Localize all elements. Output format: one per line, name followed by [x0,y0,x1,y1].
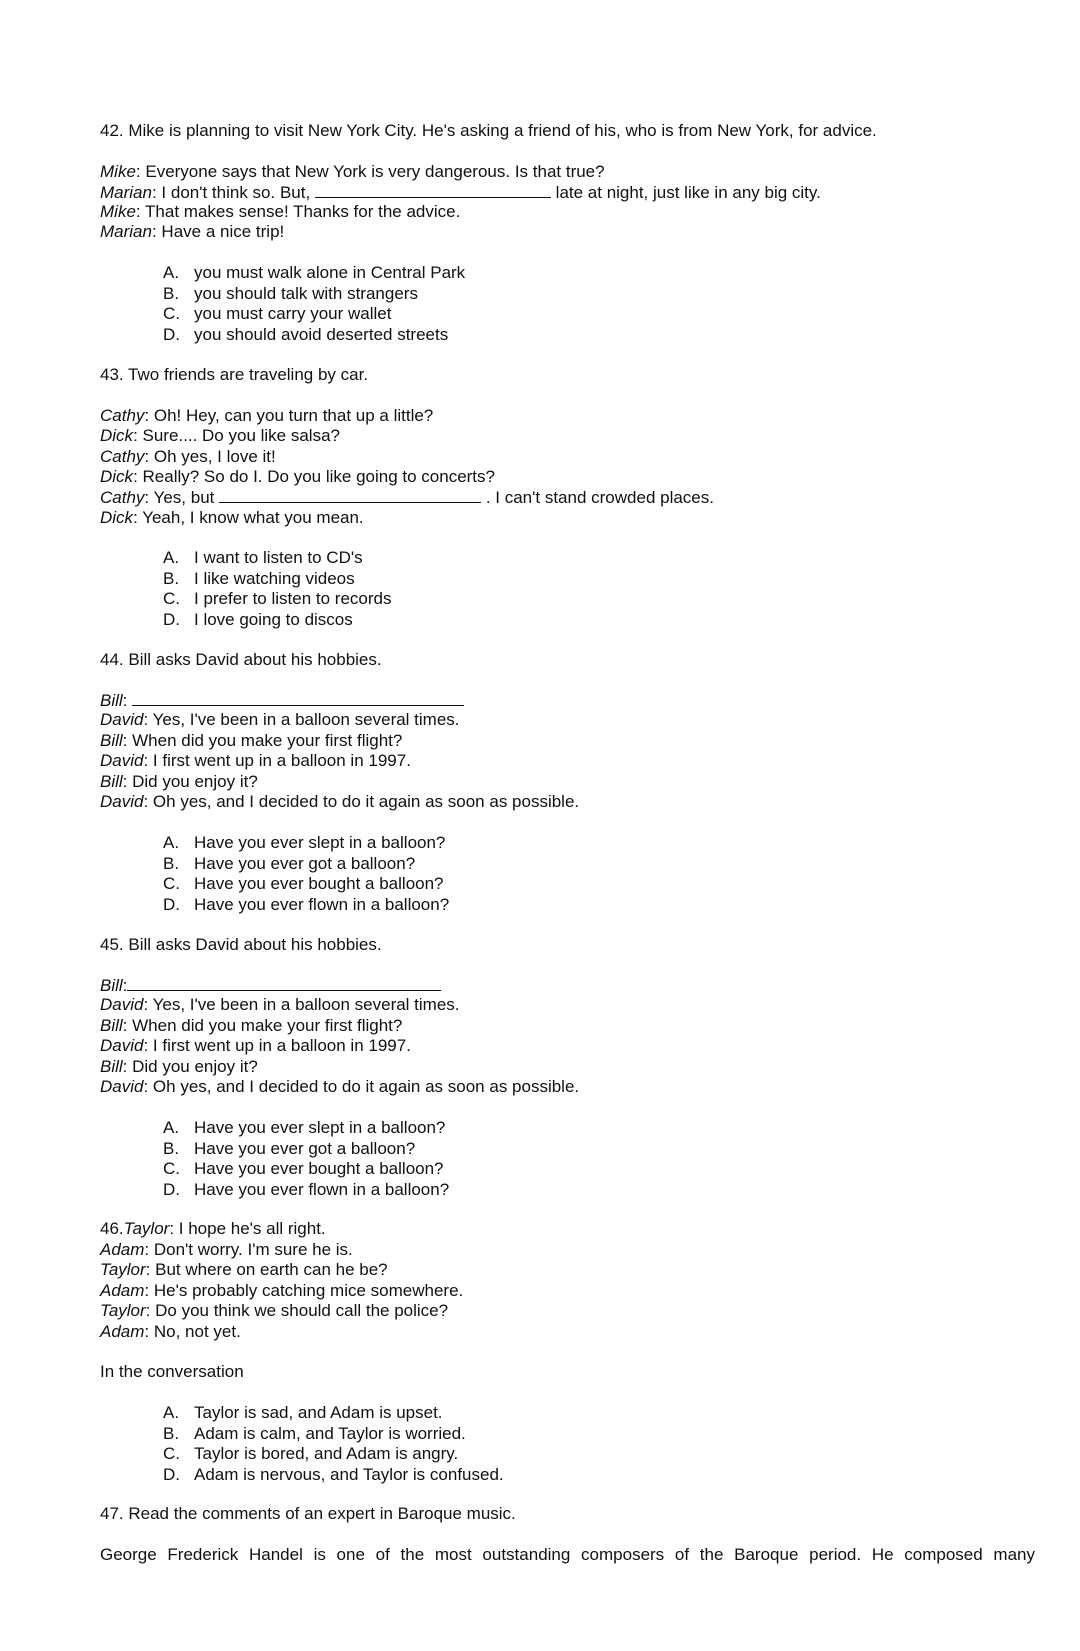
option-text: I prefer to listen to records [194,589,392,608]
line-text-after: . I can't stand crowded places. [481,488,714,507]
answer-option-c[interactable] [163,1444,504,1465]
line-text: : That makes sense! Thanks for the advice. [135,202,461,221]
answer-option-d[interactable] [163,610,391,631]
speaker-name: Mike [100,162,136,181]
dialogue-line [100,467,495,488]
question-44-options [163,833,449,915]
dialogue-line [100,202,460,223]
speaker-name: Taylor [100,1301,146,1320]
dialogue-line [100,1219,326,1240]
speaker-name: Dick [100,467,134,486]
option-letter: A. [163,833,180,852]
speaker-name: David [100,710,144,729]
answer-option-a[interactable] [163,548,391,569]
answer-option-c[interactable] [163,304,465,325]
question-46-stem: In the conversation [100,1362,244,1381]
line-text: : I don't think so. But, [151,183,311,202]
speaker-name: Marian [100,183,152,202]
option-letter: A. [163,1118,180,1137]
answer-option-d[interactable] [163,1465,504,1486]
dialogue-line [100,1322,241,1343]
line-text: : Sure.... Do you like salsa? [133,426,340,445]
question-44-prompt: 44. Bill asks David about his hobbies. [100,650,382,669]
answer-blank[interactable] [127,975,441,991]
line-text: : No, not yet. [144,1322,241,1341]
speaker-name: Bill [100,731,123,750]
option-letter: C. [163,589,180,608]
speaker-name: Adam [100,1322,145,1341]
speaker-name: David [100,1077,144,1096]
option-text: Taylor is bored, and Adam is angry. [194,1444,459,1463]
answer-option-b[interactable] [163,569,391,590]
speaker-name: David [100,995,144,1014]
line-text: : Really? So do I. Do you like going to concerts? [133,467,495,486]
line-text: : When did you make your first flight? [122,1016,403,1035]
speaker-name: Bill [100,1016,123,1035]
option-text: Adam is nervous, and Taylor is confused. [194,1464,504,1484]
line-text: : But where on earth can he be? [145,1260,388,1279]
dialogue-line [100,487,714,509]
speaker-name: Mike [100,202,136,221]
option-letter: C. [163,304,180,323]
option-letter: D. [163,894,180,914]
option-letter: B. [163,1138,180,1158]
answer-blank[interactable] [219,487,481,503]
line-text: : Oh yes, I love it! [144,447,276,466]
dialogue-line [100,995,460,1016]
option-text: Have you ever slept in a balloon? [194,833,446,852]
option-text: Have you ever got a balloon? [194,1138,416,1158]
line-text: : Did you enjoy it? [122,772,258,791]
option-text: Have you ever flown in a balloon? [194,1179,450,1199]
line-text: : Yeah, I know what you mean. [133,508,364,527]
speaker-name: David [100,1036,144,1055]
dialogue-line [100,1240,353,1261]
option-letter: D. [163,609,180,629]
dialogue-line [100,1057,258,1078]
question-43-options [163,548,391,630]
option-text: I love going to discos [194,609,353,629]
answer-option-b[interactable] [163,854,449,875]
line-text: : I first went up in a balloon in 1997. [143,751,411,770]
dialogue-line [100,1077,579,1098]
speaker-name: Cathy [100,488,145,507]
question-46-options [163,1403,504,1485]
dialogue-line [100,710,460,731]
speaker-name: Dick [100,508,134,527]
line-text: : Everyone says that New York is very dangerous. Is that true? [135,162,605,181]
option-text: you should talk with strangers [194,283,418,303]
line-text: : Oh yes, and I decided to do it again as soon as possible. [143,1077,580,1096]
dialogue-line [100,1036,411,1057]
answer-option-c[interactable] [163,589,391,610]
answer-option-a[interactable] [163,263,465,284]
speaker-name: Cathy [100,406,145,425]
option-text: Have you ever got a balloon? [194,853,416,873]
line-text: : Don't worry. I'm sure he is. [144,1240,353,1259]
option-letter: C. [163,874,180,893]
answer-option-c[interactable] [163,874,449,895]
dialogue-line [100,222,284,243]
speaker-name: Bill [100,691,123,710]
option-letter: C. [163,1159,180,1178]
speaker-name: David [100,751,144,770]
dialogue-line [100,690,464,712]
option-letter: B. [163,283,180,303]
answer-option-b[interactable] [163,1139,449,1160]
question-47-prompt: 47. Read the comments of an expert in Baroque music. [100,1504,516,1523]
question-42-options [163,263,465,345]
dialogue-line [100,751,411,772]
option-letter: A. [163,263,180,282]
dialogue-line [100,1016,402,1037]
line-text: : Yes, but [144,488,215,507]
option-text: Taylor is sad, and Adam is upset. [194,1403,443,1422]
line-text: : Yes, I've been in a balloon several times. [143,710,460,729]
option-letter: C. [163,1444,180,1463]
dialogue-line [100,731,402,752]
speaker-name: Bill [100,772,123,791]
dialogue-line [100,426,340,447]
dialogue-line [100,772,258,793]
dialogue-line [100,792,579,813]
option-text: Have you ever slept in a balloon? [194,1118,446,1137]
option-text: Adam is calm, and Taylor is worried. [194,1423,466,1443]
line-text: : He's probably catching mice somewhere. [144,1281,464,1300]
speaker-name: Bill [100,1057,123,1076]
answer-option-a[interactable] [163,833,449,854]
option-letter: D. [163,1179,180,1199]
dialogue-line [100,406,433,427]
option-text: Have you ever bought a balloon? [194,1159,444,1178]
dialogue-line [100,975,441,997]
option-text: Have you ever bought a balloon? [194,874,444,893]
answer-blank[interactable] [132,690,464,706]
speaker-name: Dick [100,426,134,445]
question-43-prompt: 43. Two friends are traveling by car. [100,365,369,384]
speaker-name: Adam [100,1240,145,1259]
line-text: : Oh! Hey, can you turn that up a little? [144,406,434,425]
answer-option-a[interactable] [163,1118,449,1139]
speaker-name: David [100,792,144,811]
answer-option-b[interactable] [163,284,465,305]
answer-option-a[interactable] [163,1403,504,1424]
answer-option-d[interactable] [163,325,465,346]
line-text: : [122,976,128,995]
speaker-name: Taylor [123,1219,170,1238]
option-text: I like watching videos [194,568,355,588]
speaker-name: Marian [100,222,152,241]
question-46-number: 46. [100,1219,124,1238]
dialogue-line [100,1301,448,1322]
answer-option-d[interactable] [163,1180,449,1201]
line-text-after: late at night, just like in any big city. [550,183,821,202]
speaker-name: Cathy [100,447,145,466]
option-letter: B. [163,853,180,873]
option-text: you should avoid deserted streets [194,324,449,344]
option-letter: B. [163,1423,180,1443]
option-letter: D. [163,324,180,344]
line-text: : Yes, I've been in a balloon several times. [143,995,460,1014]
option-letter: A. [163,548,180,567]
option-letter: B. [163,568,180,588]
answer-option-c[interactable] [163,1159,449,1180]
speaker-name: Bill [100,976,123,995]
dialogue-line [100,182,821,204]
line-text: : Did you enjoy it? [122,1057,258,1076]
line-text: : Have a nice trip! [151,222,285,241]
dialogue-line [100,508,364,529]
line-text: : I first went up in a balloon in 1997. [143,1036,411,1055]
line-text: : Oh yes, and I decided to do it again as soon as possible. [143,792,580,811]
passage-text: George Frederick Handel is one of the most outstanding composers of the Baroque period. He composed many [100,1545,1035,1564]
answer-option-d[interactable] [163,895,449,916]
question-45-prompt: 45. Bill asks David about his hobbies. [100,935,382,954]
option-letter: D. [163,1464,180,1484]
answer-blank[interactable] [315,182,551,198]
option-text: I want to listen to CD's [194,548,363,567]
line-text: : [122,691,128,710]
line-text: : When did you make your first flight? [122,731,403,750]
dialogue-line [100,162,605,183]
option-text: you must carry your wallet [194,304,392,323]
option-text: you must walk alone in Central Park [194,263,466,282]
option-text: Have you ever flown in a balloon? [194,894,450,914]
question-42-prompt: 42. Mike is planning to visit New York City. He's asking a friend of his, who is from New York, for advice. [100,121,877,140]
question-45-options [163,1118,449,1200]
line-text: : I hope he's all right. [169,1219,326,1238]
dialogue-line [100,1260,388,1281]
speaker-name: Taylor [100,1260,146,1279]
speaker-name: Adam [100,1281,145,1300]
answer-option-b[interactable] [163,1424,504,1445]
line-text: : Do you think we should call the police? [145,1301,449,1320]
dialogue-line [100,1281,463,1302]
option-letter: A. [163,1403,180,1422]
dialogue-line [100,447,276,468]
